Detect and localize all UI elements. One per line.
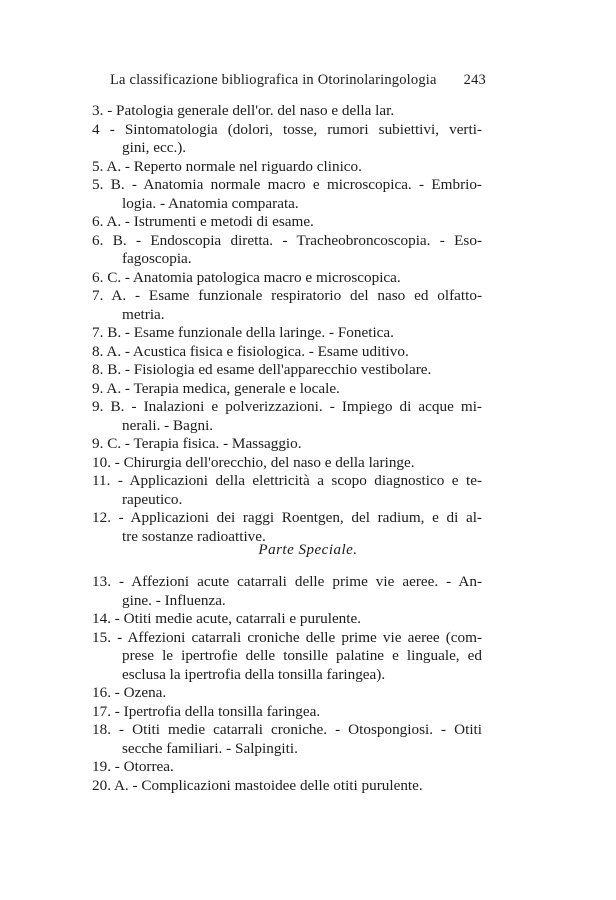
entry-line: 7. B. - Esame funzionale della laringe. - Fonetica. bbox=[92, 324, 394, 341]
list-item bbox=[92, 121, 482, 158]
list-item bbox=[92, 758, 482, 777]
page-header bbox=[110, 72, 486, 94]
entry-line: 20. A. - Complicazioni mastoidee delle otiti purulente. bbox=[92, 776, 423, 794]
entry-line: 4 - Sintomatologia (dolori, tosse, rumori subiettivi, verti- bbox=[92, 120, 482, 138]
entry-line: 7. A. - Esame funzionale respiratorio del naso ed olfatto- bbox=[92, 287, 482, 304]
entry-line: 11. - Applicazioni della elettricità a scopo diagnostico e te- bbox=[92, 472, 482, 489]
list-item bbox=[92, 213, 482, 232]
entry-line: 19. - Otorrea. bbox=[92, 758, 174, 775]
general-entries-list bbox=[92, 102, 482, 546]
entry-line: 9. C. - Terapia fisica. - Massaggio. bbox=[92, 435, 302, 452]
entry-line: 18. - Otiti medie catarrali croniche. - Otospongiosi. - Otiti bbox=[92, 721, 482, 738]
entry-continuation-line: esclusa la ipertrofia della tonsilla faringea). bbox=[122, 665, 386, 683]
list-item bbox=[92, 629, 482, 685]
list-item bbox=[92, 343, 482, 362]
list-item bbox=[92, 102, 482, 121]
list-item bbox=[92, 684, 482, 703]
list-item bbox=[92, 509, 482, 546]
entry-line: 10. - Chirurgia dell'orecchio, del naso e della laringe. bbox=[92, 453, 415, 471]
list-item bbox=[92, 703, 482, 722]
entry-line: 14. - Otiti medie acute, catarrali e purulente. bbox=[92, 610, 362, 627]
entry-continuation-line: gine. - Influenza. bbox=[122, 591, 226, 609]
entry-line: 6. A. - Istrumenti e metodi di esame. bbox=[92, 213, 314, 230]
entry-continuation-line: prese le ipertrofie delle tonsille palatine e linguale, ed bbox=[122, 647, 482, 664]
entry-line: 5. A. - Reperto normale nel riguardo clinico. bbox=[92, 157, 362, 175]
special-entries-list bbox=[92, 573, 482, 795]
list-item bbox=[92, 398, 482, 435]
entry-line: 8. B. - Fisiologia ed esame dell'apparecchio vestibolare. bbox=[92, 361, 432, 378]
entry-line: 12. - Applicazioni dei raggi Roentgen, del radium, e di al- bbox=[92, 509, 482, 526]
list-item bbox=[92, 176, 482, 213]
list-item bbox=[92, 610, 482, 629]
entry-line: 16. - Ozena. bbox=[92, 684, 167, 701]
list-item bbox=[92, 472, 482, 509]
list-item bbox=[92, 380, 482, 399]
entry-continuation-line: rapeutico. bbox=[122, 490, 183, 508]
list-item bbox=[92, 324, 482, 343]
list-item bbox=[92, 435, 482, 454]
entry-continuation-line: nerali. - Bagni. bbox=[122, 416, 214, 434]
entry-line: 13. - Affezioni acute catarrali delle prime vie aeree. - An- bbox=[92, 573, 482, 590]
list-item bbox=[92, 721, 482, 758]
list-item bbox=[92, 269, 482, 288]
entry-line: 6. C. - Anatomia patologica macro e microscopica. bbox=[92, 268, 401, 286]
entry-line: 5. B. - Anatomia normale macro e microscopica. - Embrio- bbox=[92, 176, 482, 193]
entry-continuation-line: gini, ecc.). bbox=[122, 139, 187, 156]
list-item bbox=[92, 454, 482, 473]
list-item bbox=[92, 573, 482, 610]
entry-continuation-line: metria. bbox=[122, 305, 165, 323]
entry-line: 3. - Patologia generale dell'or. del naso e della lar. bbox=[92, 102, 395, 119]
running-title: La classificazione bibliografica in Otorinolaringologia bbox=[110, 72, 437, 88]
list-item bbox=[92, 777, 482, 796]
entry-line: 6. B. - Endoscopia diretta. - Tracheobroncoscopia. - Eso- bbox=[92, 231, 482, 249]
entry-line: 15. - Affezioni catarrali croniche delle prime vie aeree (com- bbox=[92, 628, 482, 646]
entry-continuation-line: secche familiari. - Salpingiti. bbox=[122, 739, 298, 757]
entry-line: 9. A. - Terapia medica, generale e locale. bbox=[92, 379, 340, 397]
entry-continuation-line: tre sostanze radioattive. bbox=[122, 527, 266, 545]
list-item bbox=[92, 361, 482, 380]
list-item bbox=[92, 158, 482, 177]
entry-continuation-line: fagoscopia. bbox=[122, 250, 192, 267]
list-item bbox=[92, 232, 482, 269]
page-number: 243 bbox=[463, 72, 486, 88]
entry-continuation-line: logia. - Anatomia comparata. bbox=[122, 194, 299, 212]
entry-line: 17. - Ipertrofia della tonsilla faringea. bbox=[92, 702, 321, 720]
entry-line: 8. A. - Acustica fisica e fisiologica. - Esame uditivo. bbox=[92, 342, 409, 360]
section-heading: Parte Speciale. bbox=[258, 542, 358, 558]
entry-line: 9. B. - Inalazioni e polverizzazioni. - Impiego di acque mi- bbox=[92, 398, 482, 415]
list-item bbox=[92, 287, 482, 324]
